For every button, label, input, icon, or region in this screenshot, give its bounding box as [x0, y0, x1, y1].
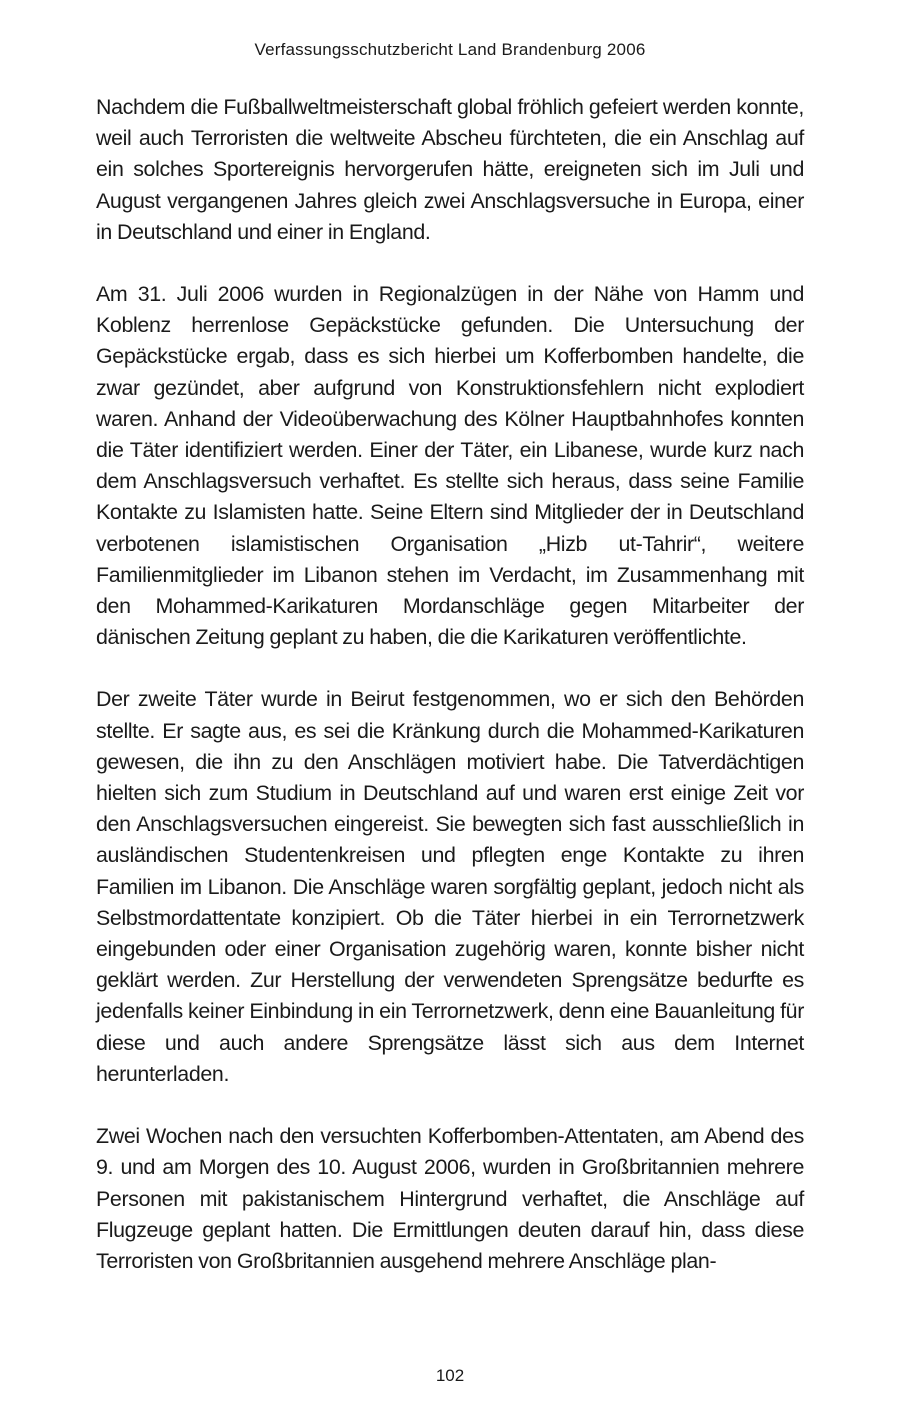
paragraph-suitcase-bombs: Am 31. Juli 2006 wurden in Regionalzügen in der Nähe von Hamm und Koblenz herrenlose Gepäckstücke gefunden. Die Untersuchung der Gepäckstücke ergab, dass es sich hierbei um Kofferbomben handelte, die zwar gezündet, aber aufgrund von Konstruktionsfehlern nicht explodiert waren. Anhand der Videoüberwachung des Kölner Hauptbahnhofes konnten die Täter identifiziert werden. Einer der Täter, ein Libanese, wurde kurz nach dem Anschlagsversuch verhaftet. Es stellte sich heraus, dass seine Familie Kontakte zu Islamisten hatte. Seine Eltern sind Mitglieder der in Deutschland verbotenen islamistischen Organisation „Hizb ut-Tahrir“, weitere Familienmitglieder im Libanon stehen im Verdacht, im Zusammenhang mit den Mohammed-Karikaturen Mordanschläge gegen Mitarbeiter der dänischen Zeitung geplant zu haben, die die Karikaturen veröffentlichte. — [96, 282, 804, 650]
page-number: 102 — [435, 1366, 465, 1385]
body-text — [96, 92, 804, 1277]
running-header: Verfassungsschutzbericht Land Brandenburg 2006 — [254, 40, 646, 59]
paragraph-second-perpetrator: Der zweite Täter wurde in Beirut festgenommen, wo er sich den Behörden stellte. Er sagte aus, es sei die Kränkung durch die Mohammed-Karikaturen gewesen, die ihn zu den Anschlägen motiviert habe. Die Tatverdächtigen hielten sich zum Studium in Deutschland auf und waren erst einige Zeit vor den Anschlagsversuchen eingereist. Sie bewegten sich fast ausschließlich in ausländischen Studentenkreisen und pflegten enge Kontakte zu ihren Familien im Libanon. Die Anschläge waren sorgfältig geplant, jedoch nicht als Selbstmordattentate konzipiert. Ob die Täter hierbei in ein Terrornetzwerk eingebunden oder einer Organisation zugehörig waren, konnte bisher nicht geklärt werden. Zur Herstellung der verwendeten Sprengsätze bedurfte es jedenfalls keiner Einbindung in ein Terrornetzwerk, denn eine Bauanleitung für diese und auch andere Sprengsätze lässt sich aus dem Internet herunterladen. — [96, 687, 804, 1086]
paragraph-uk-plot: Zwei Wochen nach den versuchten Kofferbomben-Attentaten, am Abend des 9. und am Morgen des 10. August 2006, wurden in Großbritannien mehrere Personen mit pakistanischem Hintergrund verhaftet, die Anschläge auf Flugzeuge geplant hatten. Die Ermittlungen deuten darauf hin, dass diese Terroristen von Großbritannien ausgehend mehrere Anschläge plan- — [96, 1124, 804, 1273]
paragraph-world-cup-context: Nachdem die Fußballweltmeisterschaft global fröhlich gefeiert werden konnte, weil auch Terroristen die weltweite Abscheu fürchteten, die ein Anschlag auf ein solches Sportereignis hervorgerufen hätte, ereigneten sich im Juli und August vergangenen Jahres gleich zwei Anschlagsversuche in Europa, einer in Deutschland und einer in England. — [96, 95, 804, 244]
